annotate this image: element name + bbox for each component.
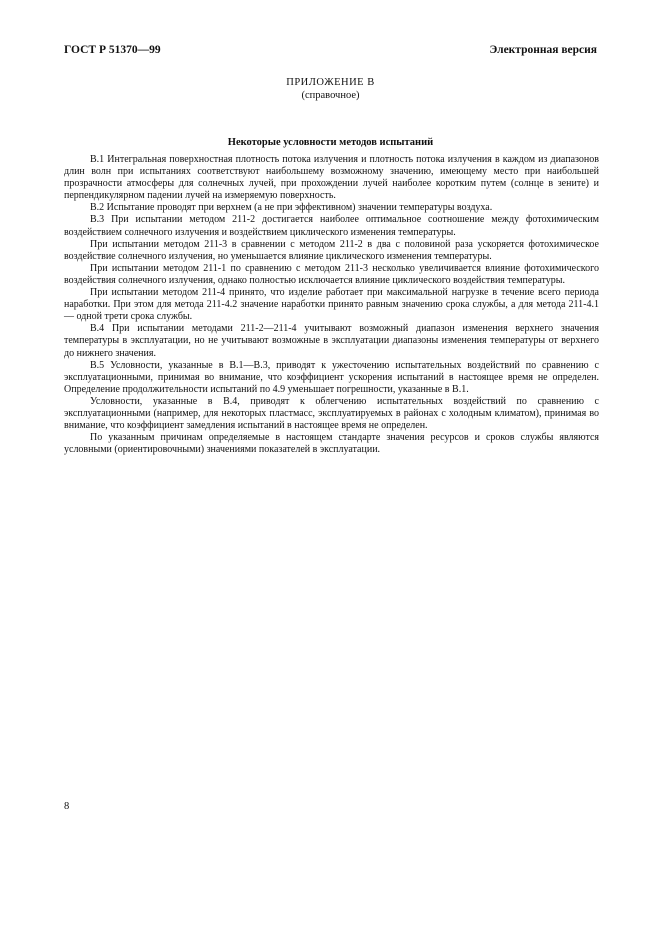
paragraph-method-211-3: При испытании методом 211-3 в сравнении с методом 211-2 в два с половиной раза ускоряется фотохимическое воздействие солнечного излучения, но уменьшается влияние циклического изменения температуры. — [64, 238, 599, 262]
paragraph-b4: В.4 При испытании методами 211-2—211-4 учитывают возможный диапазон изменения верхнего значения температуры в эксплуатации, но не учитывают возможные в эксплуатации диапазоны изменения температуры от верхнего до нижнего значения. — [64, 323, 599, 359]
appendix-subtitle: (справочное) — [301, 90, 360, 101]
appendix-title: ПРИЛОЖЕНИЕ В — [286, 77, 375, 88]
paragraph-method-211-1: При испытании методом 211-1 по сравнению с методом 211-3 несколько увеличивается влияние фотохимического воздействия солнечного излучения, однако полностью исключается влияние циклического воздействия температуры. — [64, 262, 599, 286]
standard-designation: ГОСТ Р 51370—99 — [64, 44, 161, 56]
page-number: 8 — [64, 801, 70, 812]
section-title: Некоторые условности методов испытаний — [227, 137, 434, 148]
paragraph-b4-conditions: Условности, указанные в В.4, приводят к облегчению испытательных воздействий по сравнению с эксплуатационными (например, для некоторых пластмасс, эксплуатируемых в районах с холодным климатом), принимая во внимание, что коэффициент замедления испытаний в настоящее время не определен. — [64, 395, 599, 432]
paragraph-b1: В.1 Интегральная поверхностная плотность потока излучения и плотность потока излучения в каждом из диапазонов длин волн при испытаниях соответствуют наибольшему возможному значению, имеющему место при наибольшей прозрачности атмосферы для солнечных лучей, при прохождении лучей наиболее коротким путем (солнце в зените) и перпендикулярном падении лучей на измеряемую поверхность. — [64, 154, 599, 202]
electronic-version-label: Электронная версия — [489, 44, 597, 56]
document-body — [64, 154, 599, 456]
page-header — [64, 44, 597, 60]
paragraph-b5: В.5 Условности, указанные в В.1—В.3, приводят к ужесточению испытательных воздействий по сравнению с эксплуатационными, принимая во внимание, что коэффициент ускорения испытаний в настоящее время не определен. Определение продолжительности испытаний по 4.9 уменьшает погрешности, указанные в В.1. — [64, 359, 599, 395]
paragraph-method-211-4: При испытании методом 211-4 принято, что изделие работает при максимальной нагрузке в течение всего периода наработки. При этом для метода 211-4.2 значение наработки принято равным значению срока службы, а для метода 211-4.1 — одной трети срока службы. — [64, 287, 599, 323]
paragraph-b2: В.2 Испытание проводят при верхнем (а не при эффективном) значении температуры воздуха. — [90, 202, 493, 214]
paragraph-b3: В.3 При испытании методом 211-2 достигается наиболее оптимальное соотношение между фотохимическим воздействием солнечного излучения и воздействием циклического изменения температуры. — [64, 214, 599, 238]
paragraph-conclusion: По указанным причинам определяемые в настоящем стандарте значения ресурсов и сроков службы являются условными (ориентировочными) значениями показателей в эксплуатации. — [64, 432, 599, 456]
